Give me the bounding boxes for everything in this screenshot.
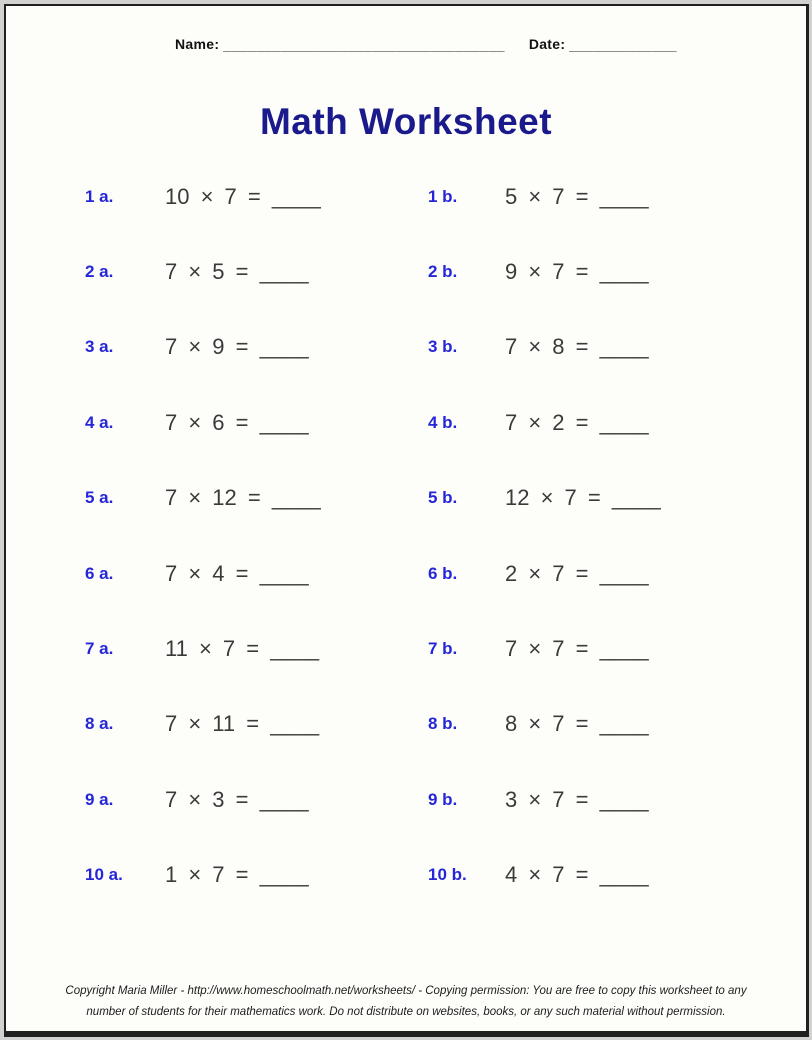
problem-label-a: 3 a. [85, 337, 114, 357]
name-label: Name: [175, 36, 220, 52]
problem-label-a: 5 a. [85, 488, 114, 508]
problem-expression-a: 7 × 9 = ____ [165, 334, 309, 360]
problem-expression-b: 2 × 7 = ____ [505, 560, 649, 586]
problem-expression-b: 7 × 8 = ____ [505, 334, 649, 360]
problem-label-a: 4 a. [85, 412, 114, 432]
problem-expression-b: 8 × 7 = ____ [505, 711, 649, 737]
problem-label-b: 3 b. [428, 337, 458, 357]
problem-expression-b: 5 × 7 = ____ [505, 183, 649, 209]
problem-label-b: 9 b. [428, 789, 458, 809]
problem-row [6, 234, 806, 309]
problem-expression-a: 7 × 4 = ____ [165, 560, 309, 586]
problem-row [6, 838, 806, 913]
problem-row [6, 159, 806, 234]
problem-expression-b: 7 × 7 = ____ [505, 636, 649, 662]
problem-expression-b: 4 × 7 = ____ [505, 862, 649, 888]
footer-line-2: number of students for their mathematics work. Do not distribute on websites, books, or any such material without permission. [86, 1006, 726, 1018]
problem-expression-a: 7 × 11 = ____ [165, 711, 320, 737]
problem-label-a: 7 a. [85, 639, 114, 659]
problem-expression-a: 11 × 7 = ____ [165, 636, 320, 662]
name-blank-line: __________________________________ [223, 36, 505, 52]
copyright-footer [6, 981, 806, 1023]
problem-label-b: 8 b. [428, 714, 458, 734]
problem-expression-a: 7 × 12 = ____ [165, 485, 321, 511]
date-label: Date: [528, 36, 566, 52]
problem-row [6, 461, 806, 536]
problem-expression-a: 7 × 6 = ____ [165, 409, 309, 435]
problem-expression-a: 7 × 3 = ____ [165, 786, 309, 812]
problem-row [6, 310, 806, 385]
problem-row [6, 687, 806, 762]
problem-expression-a: 7 × 5 = ____ [165, 259, 309, 285]
problem-label-a: 8 a. [85, 714, 114, 734]
problem-label-a: 2 a. [85, 262, 114, 282]
header-row [175, 36, 806, 52]
problem-label-b: 10 b. [428, 865, 467, 885]
problem-label-b: 4 b. [428, 412, 458, 432]
problem-expression-a: 1 × 7 = ____ [165, 862, 309, 888]
problems-grid [6, 159, 806, 913]
problem-expression-b: 12 × 7 = ____ [505, 485, 661, 511]
problem-label-b: 7 b. [428, 639, 458, 659]
problem-row [6, 385, 806, 460]
problem-expression-b: 9 × 7 = ____ [505, 259, 649, 285]
problem-row [6, 762, 806, 837]
problem-row [6, 611, 806, 686]
problem-label-a: 9 a. [85, 789, 114, 809]
date-blank-line: _____________ [569, 36, 677, 52]
problem-label-a: 6 a. [85, 563, 114, 583]
problem-label-b: 6 b. [428, 563, 458, 583]
problem-label-a: 10 a. [85, 865, 123, 885]
problem-expression-a: 10 × 7 = ____ [165, 183, 321, 209]
worksheet-page [4, 4, 809, 1037]
problem-expression-b: 3 × 7 = ____ [505, 786, 649, 812]
problem-label-a: 1 a. [85, 186, 114, 206]
problem-label-b: 2 b. [428, 262, 458, 282]
problem-label-b: 1 b. [428, 186, 458, 206]
problem-label-b: 5 b. [428, 488, 458, 508]
problem-expression-b: 7 × 2 = ____ [505, 409, 649, 435]
page-title: Math Worksheet [259, 101, 553, 142]
problem-row [6, 536, 806, 611]
footer-line-1: Copyright Maria Miller - http://www.homeschoolmath.net/worksheets/ - Copying permission: You are free to copy this worksheet to any [65, 985, 747, 997]
